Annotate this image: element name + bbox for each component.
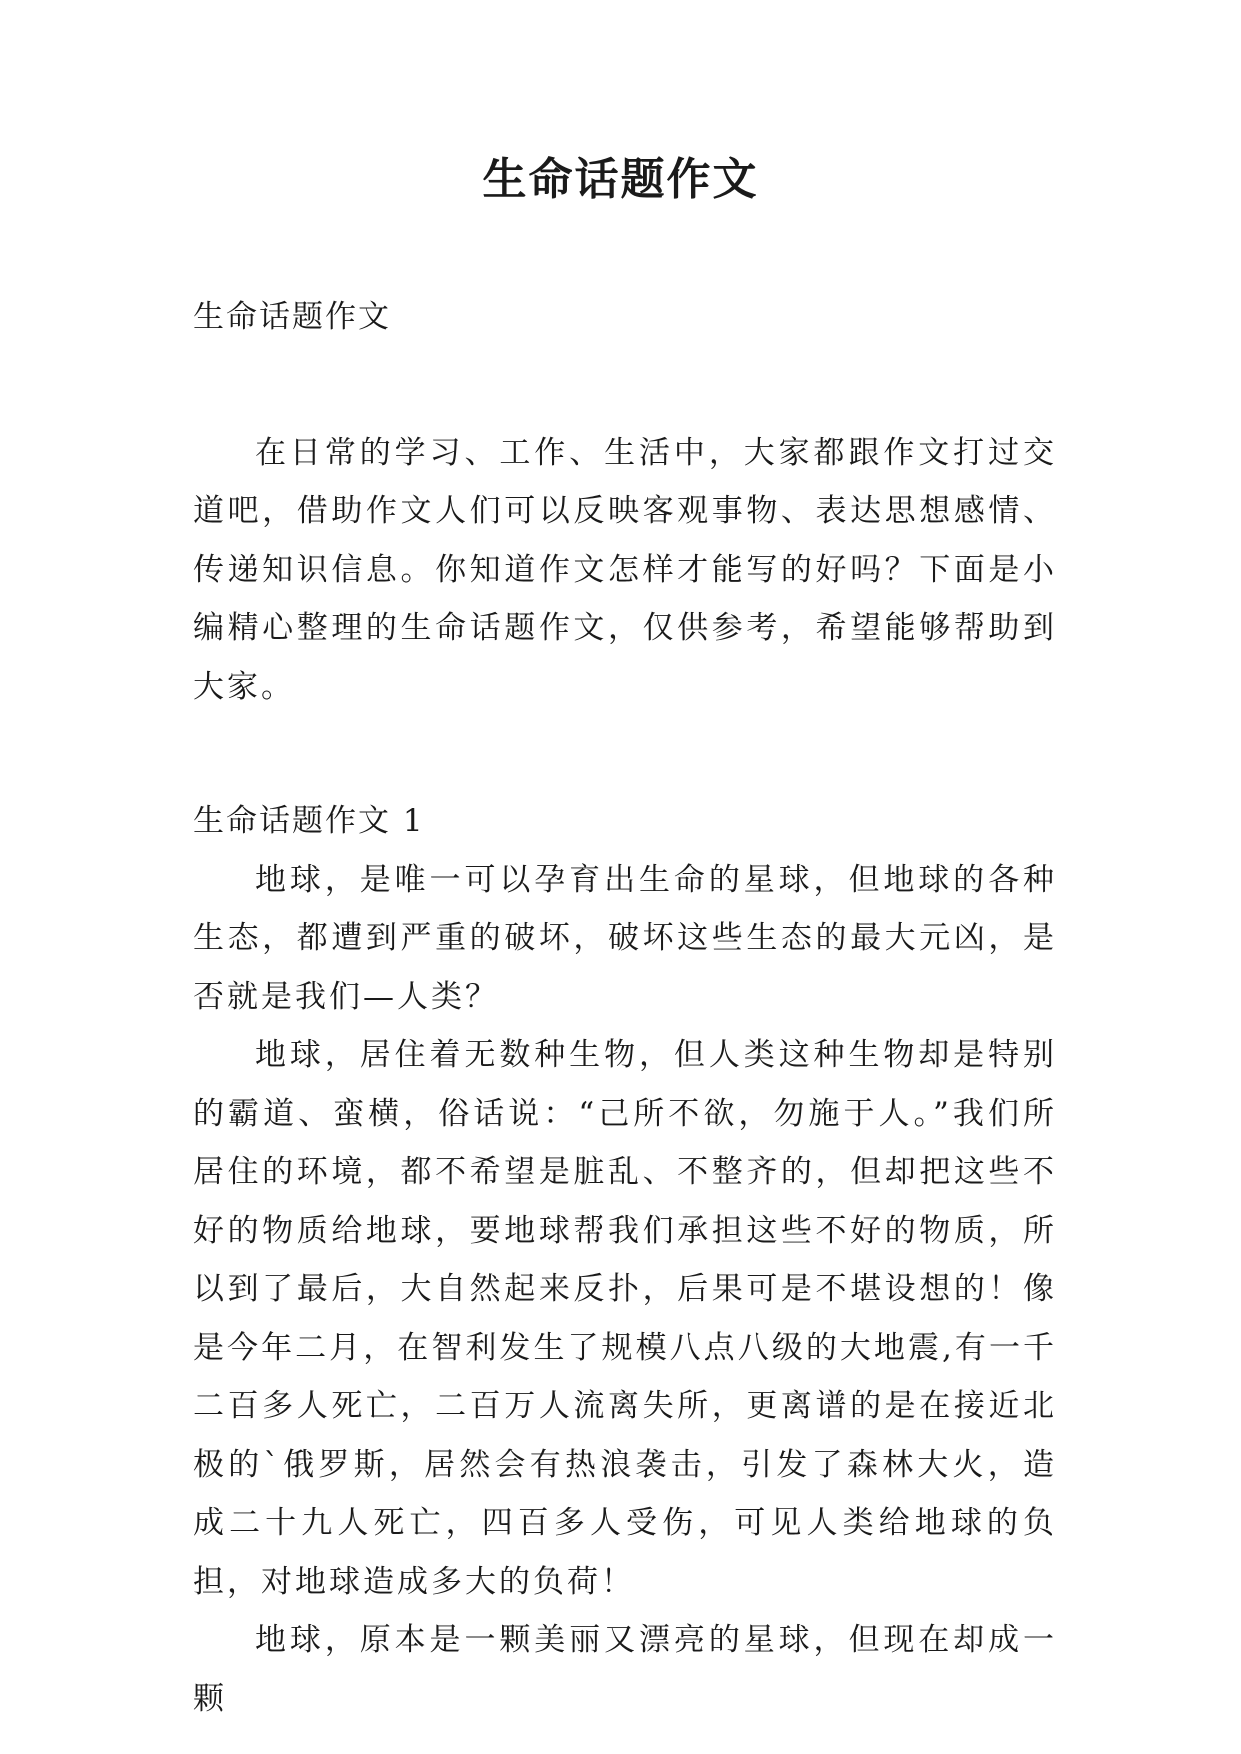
body-paragraph: 地球，居住着无数种生物，但人类这种生物却是特别的霸道、蛮横，俗话说：“己所不欲，勿施于人。”我们所居住的环境，都不希望是脏乱、不整齐的，但却把这些不好的物质给地球，要地球帮我们承担这些不好的物质，所以到了最后，大自然起来反扑，后果可是不堪设想的！像是今年二月，在智利发生了规模八点八级的大地震,有一千二百多人死亡，二百万人流离失所，更离谱的是在接近北极的`俄罗斯，居然会有热浪袭击，引发了森林大火，造成二十九人死亡，四百多人受伤，可见人类给地球的负担，对地球造成多大的负荷！ bbox=[193, 1037, 1057, 1600]
body-paragraph: 地球，是唯一可以孕育出生命的星球，但地球的各种生态，都遭到严重的破坏，破坏这些生态的最大元凶，是否就是我们—人类？ bbox=[193, 861, 1057, 1015]
section-heading: 生命话题作文 1 bbox=[193, 803, 425, 839]
intro-paragraph: 在日常的学习、工作、生活中，大家都跟作文打过交道吧，借助作文人们可以反映客观事物、表达思想感情、传递知识信息。你知道作文怎样才能写的好吗？下面是小编精心整理的生命话题作文，仅供参考，希望能够帮助到大家。 bbox=[193, 434, 1057, 705]
document-subtitle: 生命话题作文 bbox=[193, 299, 391, 335]
body-paragraph: 地球，原本是一颗美丽又漂亮的星球，但现在却成一颗 bbox=[193, 1622, 1057, 1717]
document-body bbox=[193, 288, 1057, 1728]
document-title: 生命话题作文 bbox=[482, 154, 759, 205]
